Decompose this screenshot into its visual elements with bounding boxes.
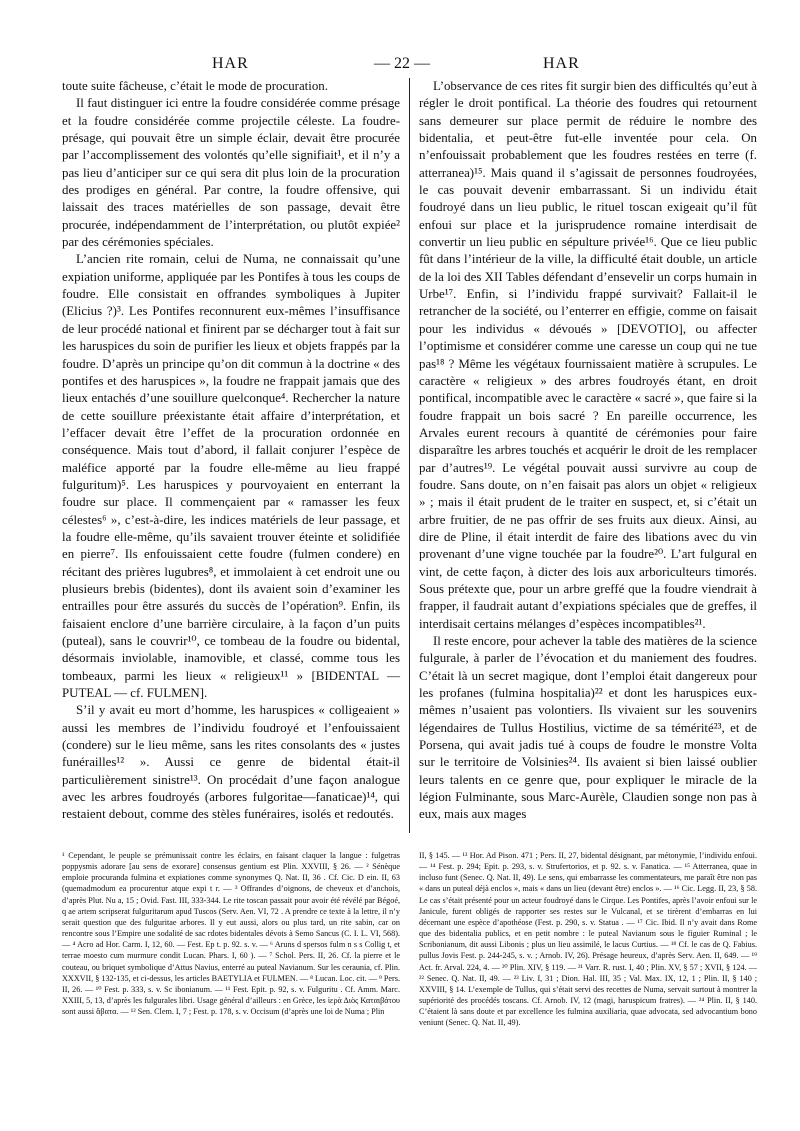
- paragraph: Il faut distinguer ici entre la foudre considérée comme présage et la foudre considérée comme projectile céleste. La foudre-présage, qui pouvait être un simple éclair, devait être procurée par l’accomplissement des volontés qu’elle signifiait¹, et il n’y a pas lieu d’anticiper sur ce qui sera dit plus loin de la procuration des prodiges en général. Par contre, la foudre offensive, qui laissait des traces matérielles de son passage, devait être procurée, indépendamment de l’interprétation, ou plutôt expiée² par des cérémonies spéciales.: [62, 96, 400, 250]
- column-divider: [409, 78, 410, 833]
- footnote-text: ¹ Cependant, le peuple se prémunissait contre les éclairs, en faisant claquer la langue : fulgetras poppysmis adorare [au sens de exorare] consensus gentium est Plin. XXVIII, § 26. — ² Sénèque emploie procuranda fulmina et expiationes comme synonymes Q. Nat. II, 36 . Cf. Cic. D ein. II, 63 (quemadmodum ea procurentur atque expi t r. — ³ Offrandes d’oignons, de cheveux et d’anchois, d’après Plut. Nu a, 15 ; Ovid. Fast. III, 333-344. Le rite toscan passait pour avoir été révélé par Bégoé, q ae artem scripserat fulguritarum apud Tuscos (Serv. Aen. VI, 72 . A prendre ce texte à la lettre, il n’y serait question que des fulguritae arbores. Il y eut aussi, alors ou plus tard, un rite sabin, car on rencontre sous l’Empire une sodalité de sac rdotes bidentales dévots à Semo Sancus (C. I. L. VI, 568). — ⁴ Acro ad Hor. Carm. I, 12, 60. — Fest. Ep t. p. 92. s. v. — ⁶ Aruns d spersos fulm n s s Collig t, et terrae moesto cum murmure condit Lucan. Phars. I, 60 ). — ⁷ Schol. Pers. II, 26. Cf. la pierre et le couteau, ou briquet symbolique d’Attus Navius, enterré au puteal Navianum. Sur les ceraunia, cf. Plin. XXXVII, § 132-135, et ci-dessus, les articles BAETYLIA et FULMEN. — ⁸ Lucan. Loc. cit. — ⁹ Pers. II, 26. — ¹⁰ Fest. p. 333, s. v. Sc ibonianum. — ¹¹ Fest. Epit. p. 92, s. v. Fulguritu . Cf. Amm. Marc. XXIII, 5, 13, d’après les fulgurales libri. Usage général d’ailleurs : en Grèce, les ἱερὰ Διὸς Καταιβάτου sont aussi ἄβατα. — ¹² Sen. Clem. I, 7 ; Fest. p. 178, s. v. Occisum (d’après une loi de Numa ; Plin: [62, 851, 400, 1017]
- page-header: [0, 55, 800, 79]
- footnotes-right: [419, 850, 757, 1029]
- paragraph: L’ancien rite romain, celui de Numa, ne connaissait qu’une expiation uniforme, appliquée par les Pontifes à tous les coups de foudre. Elle consistait en offrandes symboliques à Jupiter (Elicius ?)³. Les Pontifes reconnurent eux-mêmes l’insuffisance de leur procédé national et finirent par se décharger tout à fait sur les haruspices du soin de purifier les lieux et objets frappés par la foudre. D’après un principe qu’on dit commun à la doctrine « des pontifes et des haruspices », la foudre ne frappait jamais que des lieux entachés d’une souillure quelconque⁴. Rechercher la nature de cette souillure préexistante était affaire d’interprétation, et l’effacer devait être l’effet de la procuration ordonnée en conséquence. Mais tout d’abord, il fallait conjurer l’espèce de maléfice apporté par la foudre elle-même au lieu frappé fulguritum)⁵. Les haruspices y pourvoyaient en enterrant la foudre sur place. Il commençaient par « ramasser les feux célestes⁶ », c’est-à-dire, les indices matériels de leur passage, et la foudre elle-même, qu’ils savaient trouver éteinte et solidifiée en pierre⁷. Ils enfouissaient cette foudre (fulmen condere) en récitant des prières lugubres⁸, et immolaient à cet endroit une ou plusieurs brebis (bidentes), dont ils avaient soin d’examiner les entrailles pour être assurés du succès de l’opération⁹. Enfin, ils faisaient enclore d’une barrière circulaire, à la façon d’un puits (puteal), sans le couvrir¹⁰, ce tombeau de la foudre ou bidental, désormais inviolable, inamovible, et classé, comme tous les tombeaux, parmi les lieux « religieux¹¹ » [BIDENTAL — PUTEAL — cf. FULMEN].: [62, 252, 400, 701]
- running-head-right: HAR: [543, 55, 580, 72]
- paragraph: L’observance de ces rites fit surgir bien des difficultés qu’eut à régler le droit pontifical. La théorie des foudres qui retournent sans demeurer sur place permit de réduire le nombre des bidentalia, et peut-être fut-elle inventée pour cela. On n’enfouissait probablement que les foudres restées en terre (f. atterranea)¹⁵. Mais quand il s’agissait de personnes foudroyées, le cas pouvait devenir embarrassant. Si un individu était foudroyé dans un lieu public, le rituel toscan exigeait qu’il fût enfoui sur place et la jurisprudence romaine interdisait de convertir un lieu public en sépulture privée¹⁶. Que ce lieu public fût dans l’intérieur de la ville, la difficulté était double, un article de la loi des XII Tables défendant d’ensevelir un corps humain in Urbe¹⁷. Enfin, si l’individu frappé survivait? Fallait-il le retrancher de la société, ou l’enterrer en effigie, comme on faisait pour les individus « dévoués » [DEVOTIO], ou affecter l’optimisme et considérer comme une caresse un coup qui ne tue pas¹⁸ ? Même les végétaux fournissaient matière à scrupules. Le caractère « religieux » des arbres foudroyés étant, en droit pontifical, incompatible avec le caractère « sacré », que faire si la foudre frappait un bois sacré ? En pareille occurrence, les Arvales eurent recours à quantité de cérémonies pour faire disparaître les arbres touchés et acquérir le droit de les remplacer par d’autres¹⁹. Le végétal pouvait aussi survivre au coup de foudre. Sans doute, on n’en faisait pas alors un objet « religieux » ; mais il était prudent de le traiter en suspect, et, si c’était un arbre fruitier, de ne pas offrir de ses fruits aux dieux. Ainsi, au dire de Pline, il était interdit de faire des libations avec du vin provenant d’une vigne touchée par la foudre²⁰. L’art fulgural en vint, de cette façon, à dicter des lois aux arboriculteurs timorés. Sous prétexte que, pour un arbre greffé que la foudre viendrait à frapper, il faudrait autant d’expiations spéciales que de greffes, il interdisait certains mélanges d’espèces incompatibles²¹.: [419, 79, 757, 631]
- paragraph: S’il y avait eu mort d’homme, les haruspices « colligeaient » aussi les membres de l’individu foudroyé et l’enfouissaient (condere) sur le lieu même, sans les rites consolants des « justes funérailles¹² ». Aussi ce genre de bidental était-il particulièrement sinistre¹³. On procédait d’une façon analogue avec les arbres foudroyés (arbores fulgoritae—fanaticae)¹⁴, qui restaient debout, comme des stèles funéraires, isolés et redoutés.: [62, 703, 400, 822]
- running-head-left: HAR: [212, 55, 249, 72]
- right-text-column: [419, 78, 757, 824]
- left-text-column: [62, 78, 400, 824]
- footnotes-left: [62, 850, 400, 1017]
- footnote-text: II, § 145. — ¹³ Hor. Ad Pison. 471 ; Pers. II, 27, bidental désignant, par métonymie, l’individu enfoui. — ¹⁴ Fest. p. 294; Epit. p. 293, s. v. Strufertorios, et p. 92. s. v. Fanatica. — ¹⁵ Atterranea, quae in incluso funt (Senec. Q. Nat. II, 49). Le sens, qui embarrasse les commentateurs, me paraît être non pas « dans un puteal déjà enclos », mais « dans un lieu (devant être) enclos ». — ¹⁶ Cic. Legg. II, 23, § 58. Le cas s’était présenté pour un acteur foudroyé dans le Cirque. Les Pontifes, après l’avoir enfoui sur le Janicule, furent obligés de rapporter ses restes sur le Vulcanal, et se tirèrent d’embarras en lui décernant une espèce d’apothéose (Fest. p. 290, s. v. Statua . — ¹⁷ Cic. Ibid. Il n’y avait dans Rome que des bidentalia publics, et en petit nombre : le puteal Navianum sous le figuier Ruminal ; le Scribonianum, dit aussi Libonis ; plus un lieu assimilé, le lacus Curtius. — ¹⁸ Cf. le cas de Q. Fabius. pullus Jovis Fest. p. 244-245, s. v. ; Arnob. IV, 26). Présage heureux, d’après Serv. Aen. II, 649. — ¹⁹ Act. fr. Arval. 224, 4. — ²⁰ Plin. XIV, § 119. — ²¹ Varr. R. rust. I, 40 ; Plin. XV, § 57 ; XVII, § 124. — ²² Senec. Q. Nat. II, 49. — ²³ Liv. I, 31 ; Dion. Hal. III, 35 ; Val. Max. IX, 12, 1 ; Plin. II, § 140 ; XXVIII, § 14. L’exemple de Tullus, qui s’était servi des recettes de Numa, servait surtout à montrer la supériorité des procédés toscans. Cf. Arnob. IV, 12 (magi, haruspicum fratres). — ²⁴ Plin. II, § 140. C’étaient là sans doute et par excellence les fulmina auxiliaria, quae advocata, sed advocantium bono veniunt (Senec. Q. Nat. II, 49).: [419, 851, 757, 1028]
- page-number: — 22 —: [374, 55, 430, 72]
- paragraph: toute suite fâcheuse, c’était le mode de procuration.: [62, 79, 328, 93]
- paragraph: Il reste encore, pour achever la table des matières de la science fulgurale, à parler de l’évocation et du maniement des foudres. C’était là un secret magique, dont l’emploi était dangereux pour les profanes (fulmina hospitalia)²² et dont les haruspices eux-mêmes n’usaient pas volontiers. Ils vivaient sur les souvenirs légendaires de Tullus Hostilius, victime de sa témérité²³, et de Porsena, qui avait jadis tué à coups de foudre le monstre Volta sur le territoire de Volsinies²⁴. Ils avaient si bien laissé oublier leurs talents en ce genre que, pour expliquer le miracle de la légion Fulminante, sous Marc-Aurèle, Claudien songe non pas à eux, mais aux mages: [419, 634, 757, 822]
